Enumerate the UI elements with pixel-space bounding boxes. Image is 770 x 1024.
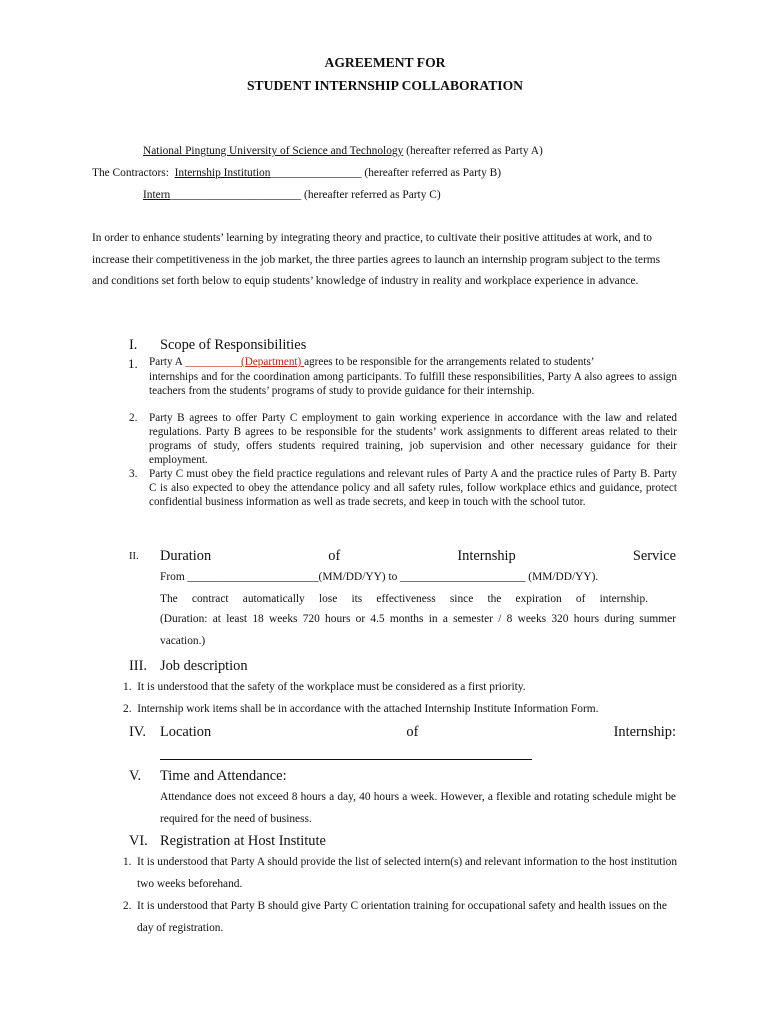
registration-item-2-text: It is understood that Party B should give Party C orientation training for occupational safety and health issues on the day of registration. [137,900,667,934]
party-b-line [92,167,501,179]
item-3-text: Party C must obey the field practice regulations and relevant rules of Party A and the practice rules of Party B. Party C is also expected to obey the attendance policy and all safety rules, follow workplace ethics and guidance, protect confidential business information as well as trade secrets, and keep in touch with the school tutor. [149,468,677,508]
job-item-1-number: 1. [123,681,132,693]
section-4-numeral: IV. [129,724,146,740]
job-item-2-number: 2. [123,703,132,715]
section-4-word-3: Internship: [613,724,676,740]
section-2-word-3: Internship [457,548,516,564]
job-item-2-text: Internship work items shall be in accordance with the attached Internship Institute Information Form. [137,703,599,715]
party-c-suffix: (hereafter referred as Party C) [301,189,441,201]
item-3-number: 3. [129,468,138,480]
section-6-numeral: VI. [129,833,148,849]
section-3-numeral: III. [129,658,147,674]
attendance-text: Attendance does not exceed 8 hours a day, 40 hours a week. However, a flexible and rotating schedule might be required for the need of business. [160,791,676,825]
job-item-2 [123,703,598,715]
section-2-word-2: of [328,548,341,564]
contractors-label: The Contractors: [92,167,169,179]
party-a-suffix: (hereafter referred as Party A) [403,145,543,157]
section-2-heading [160,548,676,565]
registration-item-1-text: It is understood that Party A should provide the list of selected intern(s) and relevant information to the host institution two weeks beforehand. [137,856,678,890]
department-placeholder: (Department) [241,356,305,368]
section-1-heading: Scope of Responsibilities [160,337,307,353]
section-4-heading [160,724,676,741]
registration-item-1-number: 1. [123,856,132,868]
duration-note: (Duration: at least 18 weeks 720 hours or 4.5 months in a semester / 8 weeks 320 hours during summer vacation.) [160,613,676,647]
party-b-suffix: (hereafter referred as Party B) [361,167,502,179]
location-blank-line [160,759,532,760]
party-a-name: National Pingtung University of Science and Technology [143,145,404,157]
party-c-line [143,189,441,201]
section-6-heading: Registration at Host Institute [160,833,326,849]
section-2-word-1: Duration [160,548,212,564]
section-5-heading: Time and Attendance: [160,768,287,784]
department-blank: __________ [185,356,241,368]
job-item-1-text: It is understood that the safety of the workplace must be considered as a first priority. [137,681,526,693]
duration-from-line: From _______________________(MM/DD/YY) to ______________________ (MM/DD/YY). [160,571,599,583]
document-title-line-2: STUDENT INTERNSHIP COLLABORATION [247,78,523,93]
party-c-blank: _______________________ [170,189,302,201]
party-b-blank: ________________ [270,167,362,179]
document-title-line-1: AGREEMENT FOR [324,55,446,70]
party-a-line [143,145,543,157]
section-3-heading: Job description [160,658,248,674]
item-1-first-line-rest: agrees to be responsible for the arrangements related to students’ [304,356,595,368]
section-5-numeral: V. [129,768,142,784]
contract-expiration-line: The contract automatically lose its effectiveness since the expiration of internship. [160,593,648,605]
section-2-word-4: Service [632,548,676,564]
item-2-text: Party B agrees to offer Party C employment to gain working experience in accordance with the law and related regulations. Party B agrees to be responsible for the students’ work assignments to different areas related to their programs of study, offers students required training, job supervision and other necessary guidance for their employment. [149,412,677,466]
registration-item-2-number: 2. [123,900,132,912]
intro-paragraph: In order to enhance students’ learning by integrating theory and practice, to cultivate their positive attitudes at work, and to increase their competitiveness in the job market, the three parties agrees to launch an internship program subject to the terms and conditions set forth below to equip students’ knowledge of industry in reality and workplace experience in advance. [92,232,661,288]
section-2-numeral: II. [129,551,139,562]
section-4-word-2: of [406,724,419,740]
party-b-name: Internship Institution [174,167,271,179]
item-1-text-continued: internships and for the coordination among participants. To fulfill these responsibilities, Party A also agrees to assign teachers from the students’ programs of study to provide guidance for their internship. [149,371,677,397]
job-item-1 [123,681,526,693]
party-a-label: Party A [149,356,186,368]
item-1-number: 1. [128,356,138,371]
section-4-word-1: Location [160,724,212,740]
party-c-name: Intern [143,189,171,201]
item-2-number: 2. [129,412,138,424]
item-1-first-line [149,356,595,368]
section-1-numeral: I. [129,337,138,353]
